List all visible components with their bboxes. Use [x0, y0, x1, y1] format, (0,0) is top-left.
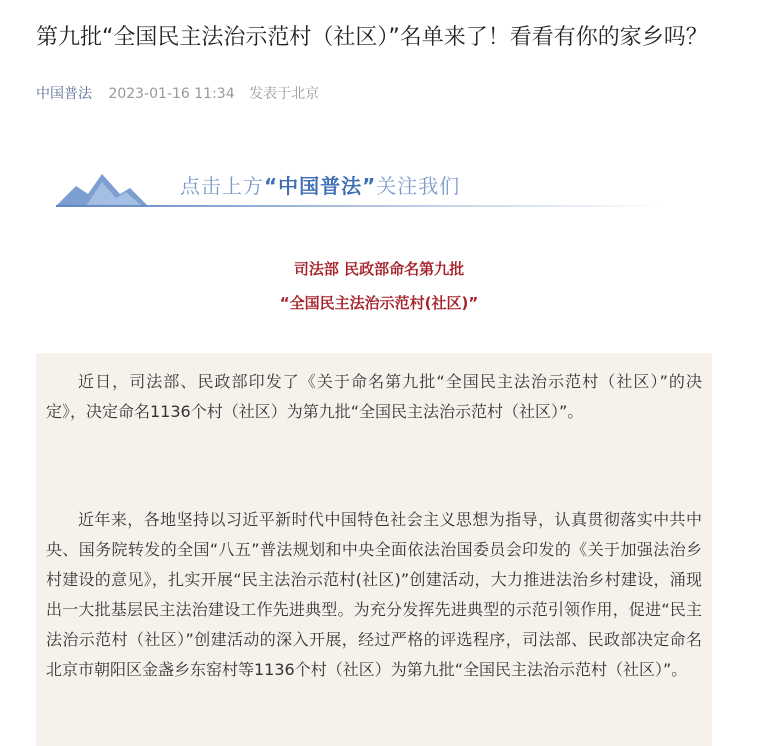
publish-time: 2023-01-16 11:34: [108, 86, 235, 102]
banner-suffix: 关注我们: [376, 174, 461, 198]
follow-banner[interactable]: [56, 160, 676, 220]
subheading-line-2: “全国民主法治示范村(社区)”: [279, 294, 479, 312]
banner-text: [180, 170, 460, 199]
paragraph-2: 近年来，各地坚持以习近平新时代中国特色社会主义思想为指导，认真贯彻落实中共中央、国务院转发的全国“八五”普法规划和中央全面依法治国委员会印发的《关于加强法治乡村建设的意见》，扎实开展“民主法治示范村(社区)”创建活动，大力推进法治乡村建设，涌现出一大批基层民主法治建设工作先进典型。为充分发挥先进典型的示范引领作用，促进“民主法治示范村（社区）”创建活动的深入开展，经过严格的评选程序，司法部、民政部决定命名北京市朝阳区金盏乡东窑村等1136个村（社区）为第九批“全国民主法治示范村（社区）”。: [46, 510, 702, 679]
subheading-line-1: 司法部 民政部命名第九批: [293, 260, 465, 278]
article-title: 第九批“全国民主法治示范村（社区）”名单来了！看看有你的家乡吗？: [36, 24, 708, 50]
article-meta: [36, 83, 319, 103]
banner-highlight: “中国普法”: [264, 174, 377, 198]
publish-location: 发表于北京: [249, 86, 320, 102]
paragraph-1: 近日，司法部、民政部印发了《关于命名第九批“全国民主法治示范村（社区）”的决定》，决定命名1136个村（社区）为第九批“全国民主法治示范村（社区）”。: [46, 372, 702, 421]
content-panel: [36, 353, 712, 746]
author-link[interactable]: 中国普法: [36, 86, 92, 102]
banner-prefix: 点击上方: [180, 174, 264, 198]
